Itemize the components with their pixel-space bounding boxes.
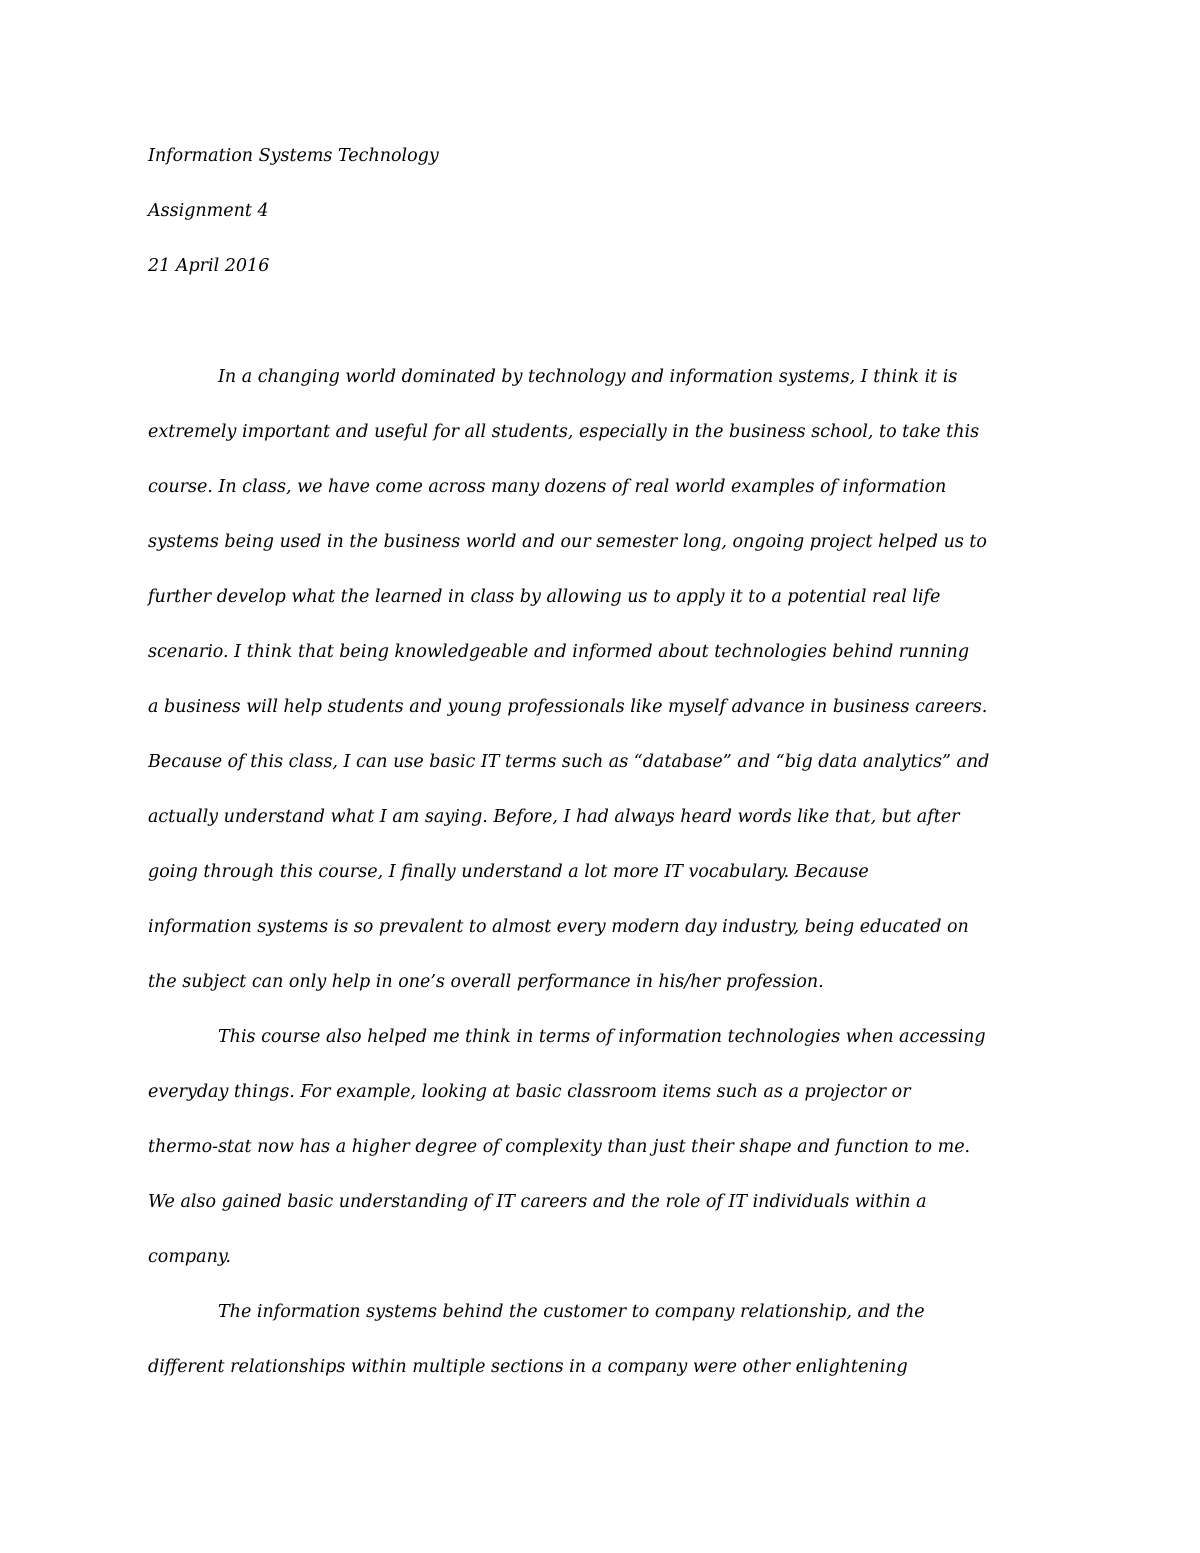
paragraph-1-line: further develop what the learned in class by allowing us to apply it to a potential real life [148,587,941,607]
paragraph-1-line: a business will help students and young professionals like myself advance in business careers. [148,697,988,717]
paragraph-3-line: different relationships within multiple sections in a company were other enlightening [148,1357,908,1377]
paragraph-1-line: scenario. I think that being knowledgeable and informed about technologies behind running [148,642,970,662]
paragraph-2-line: everyday things. For example, looking at basic classroom items such as a projector or [148,1082,911,1102]
paragraph-2-line: This course also helped me think in terms of information technologies when accessing [218,1027,986,1047]
paragraph-1-line: extremely important and useful for all students, especially in the business school, to take this [148,422,980,442]
paragraph-1-line: actually understand what I am saying. Before, I had always heard words like that, but after [148,807,960,827]
document-date: 21 April 2016 [148,256,270,276]
paragraph-1-line: In a changing world dominated by technology and information systems, I think it is [218,367,958,387]
paragraph-1-line: information systems is so prevalent to almost every modern day industry, being educated on [148,917,969,937]
paragraph-2-line: We also gained basic understanding of IT careers and the role of IT individuals within a [148,1192,927,1212]
paragraph-1-line: course. In class, we have come across many dozens of real world examples of information [148,477,947,497]
assignment-number: Assignment 4 [148,201,269,221]
course-title: Information Systems Technology [148,146,439,166]
paragraph-2-line: company. [148,1247,231,1267]
paragraph-1-line: Because of this class, I can use basic IT terms such as “database” and “big data analytics” and [148,752,990,772]
paragraph-3-line: The information systems behind the customer to company relationship, and the [218,1302,925,1322]
paragraph-1-line: the subject can only help in one’s overall performance in his/her profession. [148,972,824,992]
paragraph-1-line: systems being used in the business world and our semester long, ongoing project helped us to [148,532,987,552]
paragraph-2-line: thermo-stat now has a higher degree of complexity than just their shape and function to me. [148,1137,971,1157]
paragraph-1-line: going through this course, I finally understand a lot more IT vocabulary. Because [148,862,869,882]
